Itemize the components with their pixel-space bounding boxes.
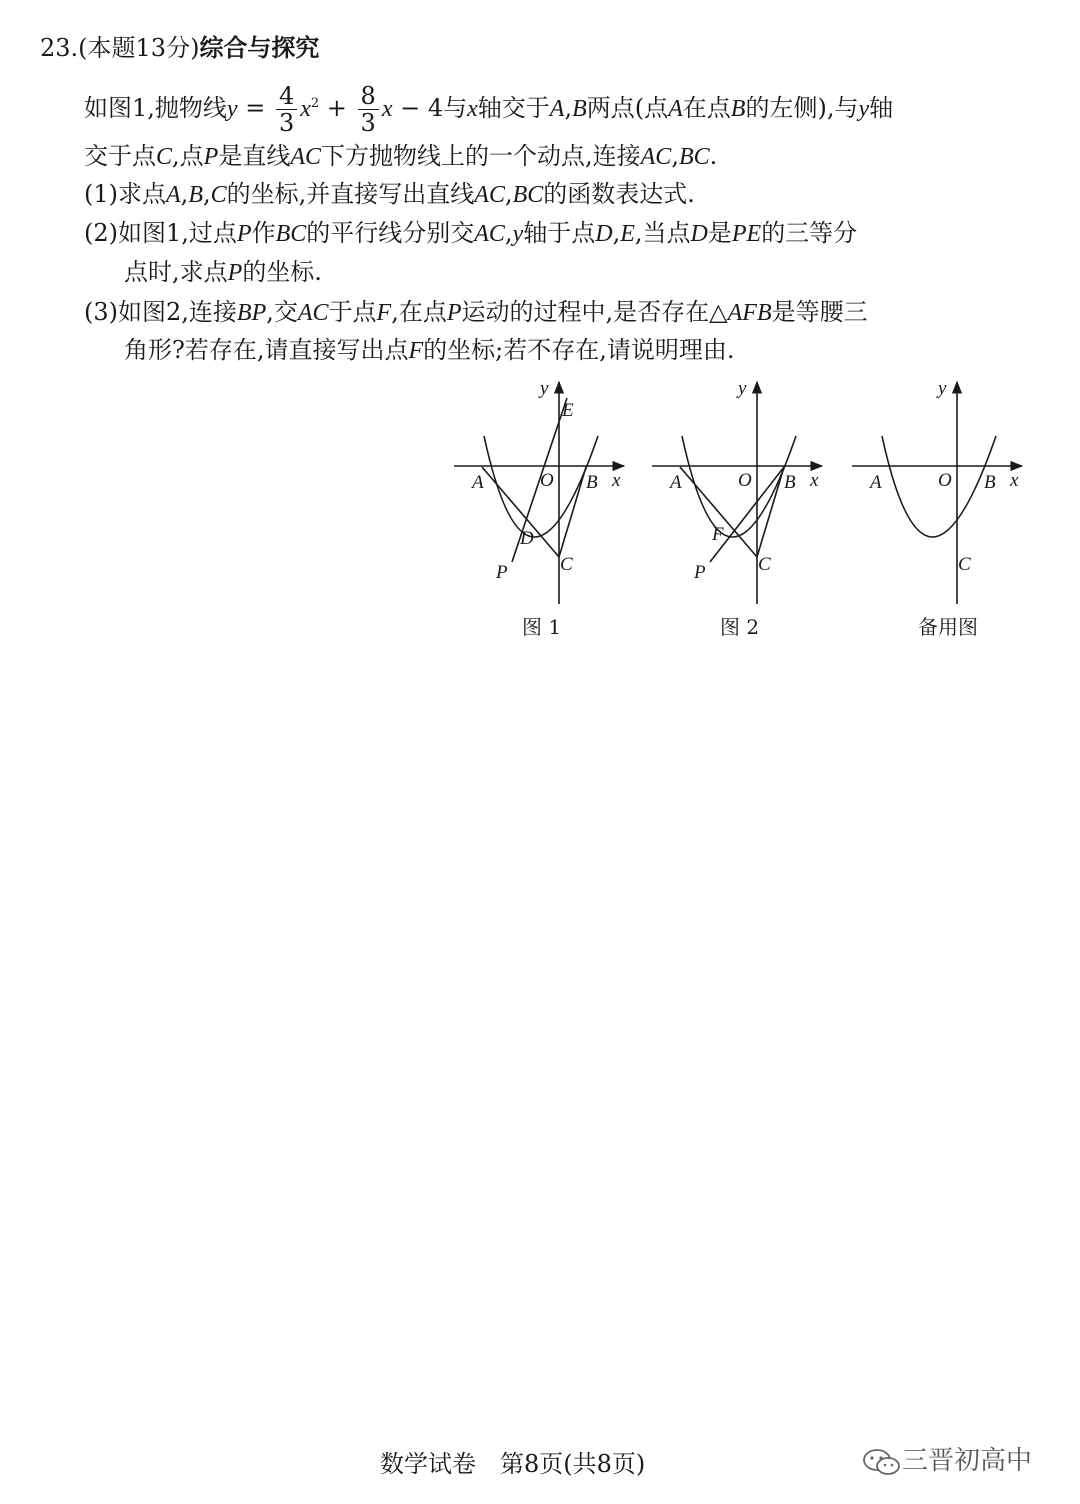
watermark xyxy=(862,1440,1032,1477)
fig3-label-y: y xyxy=(938,378,947,399)
fig2-caption: 图 2 xyxy=(720,615,760,639)
fig2-label-x: x xyxy=(810,470,819,491)
part-2-line-2: 点时,求点P的坐标. xyxy=(124,258,322,286)
figure-spare xyxy=(852,378,1022,639)
fig1-label-P: P xyxy=(496,562,508,583)
fig2-line-BC xyxy=(757,467,784,557)
part-3-line-1: (3)如图2,连接BP,交AC于点F,在点P运动的过程中,是否存在△AFB是等腰三 xyxy=(84,298,868,326)
fig1-label-O: O xyxy=(540,470,554,491)
eq-x: x xyxy=(300,96,311,122)
fig1-label-x: x xyxy=(612,470,621,491)
question-heading xyxy=(40,30,319,66)
part-3-line-2: 角形?若存在,请直接写出点F的坐标;若不存在,请说明理由. xyxy=(124,336,735,364)
question-title: 综合与探究 xyxy=(199,33,320,62)
fraction-8-3: $\frac{8}{3}$ xyxy=(358,83,379,136)
fig3-label-O: O xyxy=(938,470,952,491)
fig3-label-C: C xyxy=(958,554,971,575)
part-1: (1)求点A,B,C的坐标,并直接写出直线AC,BC的函数表达式. xyxy=(84,180,695,208)
score-note: (本题13分) xyxy=(78,34,200,62)
fig1-line-BC xyxy=(559,467,586,557)
fig2-label-A: A xyxy=(670,472,682,493)
fig3-caption: 备用图 xyxy=(918,615,978,639)
fraction-4-3: $\frac{4}{3}$ xyxy=(276,83,297,136)
fig2-label-O: O xyxy=(738,470,752,491)
fig1-label-B: B xyxy=(586,472,598,493)
fig2-label-F: F xyxy=(712,524,724,545)
fig3-label-x: x xyxy=(1010,470,1019,491)
stem-line-1: 如图1,抛物线y = $\frac{4}{3}$ $x^2$ + $\frac{8}{3}$ x − 4与x轴交于A,B两点(点A在点B的左侧),与y轴 xyxy=(84,82,894,137)
eq-y: y xyxy=(226,96,238,122)
part-2-line-1: (2)如图1,过点P作BC的平行线分别交AC,y轴于点D,E,当点D是PE的三等分 xyxy=(84,219,858,247)
figure-1 xyxy=(454,378,624,639)
question-number: 23. xyxy=(40,34,79,62)
fig3-label-A: A xyxy=(870,472,882,493)
stem-line-2: 交于点C,点P是直线AC下方抛物线上的一个动点,连接AC,BC. xyxy=(84,142,718,170)
figures-area xyxy=(440,372,1040,652)
fig2-label-C: C xyxy=(758,554,771,575)
fig1-label-A: A xyxy=(472,472,484,493)
fig2-label-P: P xyxy=(694,562,706,583)
eq-sign: = xyxy=(237,94,273,122)
watermark-text: 三晋初高中 xyxy=(902,1446,1033,1476)
fig2-label-B: B xyxy=(784,472,796,493)
wechat-icon xyxy=(862,1447,902,1477)
fig3-label-B: B xyxy=(984,472,996,493)
fig1-caption: 图 1 xyxy=(522,615,562,639)
eq-exponent: 2 xyxy=(310,96,320,111)
fig1-label-C: C xyxy=(560,554,573,575)
figure-2 xyxy=(652,378,822,639)
fig2-label-y: y xyxy=(738,378,747,399)
fig1-label-E: E xyxy=(562,400,574,421)
page-footer: 数学试卷 第8页(共8页) xyxy=(380,1450,646,1478)
figures-svg xyxy=(440,372,1040,652)
fig1-label-D: D xyxy=(520,528,534,549)
fig1-label-y: y xyxy=(540,378,549,399)
stem-text: 如图1,抛物线 xyxy=(84,94,227,122)
